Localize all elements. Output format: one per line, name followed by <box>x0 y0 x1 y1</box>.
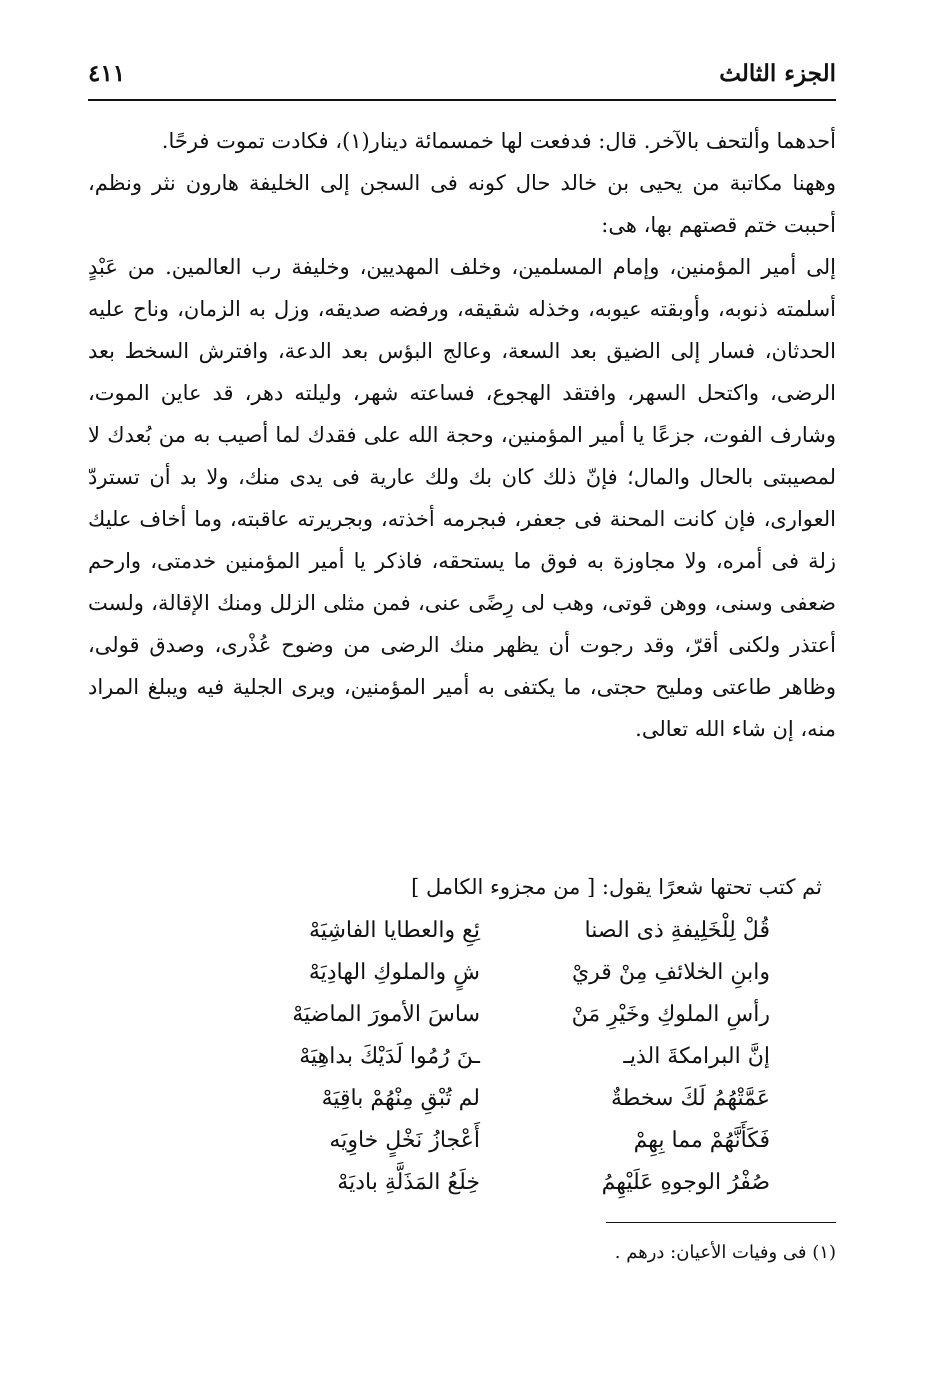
footnote-divider <box>606 1222 836 1223</box>
hemistich-first: إنَّ البرامكةَ الذيـ <box>623 1044 770 1069</box>
poem-verse <box>180 1036 770 1078</box>
header-divider <box>88 99 836 101</box>
paragraph: وههنا مكاتبة من يحيى بن خالد حال كونه فى السجن إلى الخليفة هارون نثر ونظم، أحببت ختم قصتهم بها، هى: <box>88 171 836 237</box>
poem-verse <box>180 1162 770 1204</box>
paragraph: أحدهما وألتحف بالآخر. قال: فدفعت لها خمسمائة دينار(١)، فكادت تموت فرحًا. <box>161 129 836 153</box>
hemistich-second: ساسَ الأمورَ الماضيَهْ <box>292 1002 480 1027</box>
hemistich-second: شٍ والملوكِ الهادِيَهْ <box>308 960 480 985</box>
hemistich-first: قُلْ لِلْخَلِيفةِ ذى الصنا <box>584 918 770 943</box>
poem-verse <box>180 1120 770 1162</box>
paragraph: إلى أمير المؤمنين، وإمام المسلمين، وخلف المهديين، وخليفة رب العالمين. من عَبْدٍ أسلمته ذنوبه، وأوبقته عيوبه، وخذله شقيقه، ورفضه صديقه، وزل به الزمان، وناح عليه الحدثان، فسار إلى الضيق بعد السعة، وعالج البؤس بعد الدعة، وافترش السخط بعد الرضى، واكتحل السهر، وافتقد الهجوع، فساعته شهر، وليلته دهر، قد عاين الموت، وشارف الفوت، جزعًا يا أمير المؤمنين، وحجة الله على فقدك لما أصيب به من بُعدك لا لمصيبتى بالحال والمال؛ فإنّ ذلك كان بك ولك عارية فى يدى منك، ولا بد أن تستردّ العوارى، فإن كانت المحنة فى جعفر، فبجرمه أخذته، وبجريرته عاقبته، وما أخاف عليك زلة فى أمره، ولا مجاوزة به فوق ما يستحقه، فاذكر يا أمير المؤمنين خدمتى، وارحم ضعفى وسنى، ووهن قوتى، وهب لى رِضًى عنى، فمن مثلى الزلل ومنك الإقالة، ولست أعتذر ولكنى أقرّ، وقد رجوت أن يظهر منك الرضى من وضوح عُذْرى، وصدق قولى، وظاهر طاعتى ومليح حجتى، ما يكتفى به أمير المؤمنين، ويرى الجلية فيه ويبلغ المراد منه، إن شاء الله تعالى. <box>88 255 836 741</box>
hemistich-first: صُفْرُ الوجوهِ عَلَيْهِمُ <box>601 1170 770 1195</box>
poem-intro: ثم كتب تحتها شعرًا يقول: [ من مجزوء الكامل ] <box>411 875 822 899</box>
main-text <box>88 120 836 750</box>
page-header <box>88 58 836 98</box>
hemistich-second: لم تُبْقِ مِنْهُمْ باقِيَهْ <box>321 1086 480 1111</box>
poem-verse <box>180 910 770 952</box>
running-title: الجزء الثالث <box>719 60 836 87</box>
poem-verse <box>180 994 770 1036</box>
hemistich-first: عَمَّتْهُمُ لَكَ سخطةٌ <box>611 1086 770 1111</box>
footnote: (١) فى وفيات الأعيان: درهم . <box>614 1242 836 1263</box>
poem-verse <box>180 952 770 994</box>
page-number: ٤١١ <box>88 60 126 87</box>
poem <box>180 910 770 1204</box>
hemistich-first: رأسِ الملوكِ وخَيْرِ مَنْ <box>571 1002 770 1027</box>
hemistich-second: خِلَعُ المَذَلَّةِ باديَهْ <box>337 1170 480 1195</box>
poem-verse <box>180 1078 770 1120</box>
hemistich-first: وابنِ الخلائفِ مِنْ قريْ <box>571 960 770 985</box>
hemistich-second: ئِعِ والعطايا الفاشِيَهْ <box>309 918 480 943</box>
hemistich-first: فَكَأَنَّهُمْ مما بِهِمْ <box>633 1128 770 1153</box>
hemistich-second: ـنَ رُمُوا لَدَيْكَ بداهِيَهْ <box>299 1044 480 1069</box>
hemistich-second: أَعْجازُ نَخْلٍ خاوِيَه <box>329 1128 480 1153</box>
